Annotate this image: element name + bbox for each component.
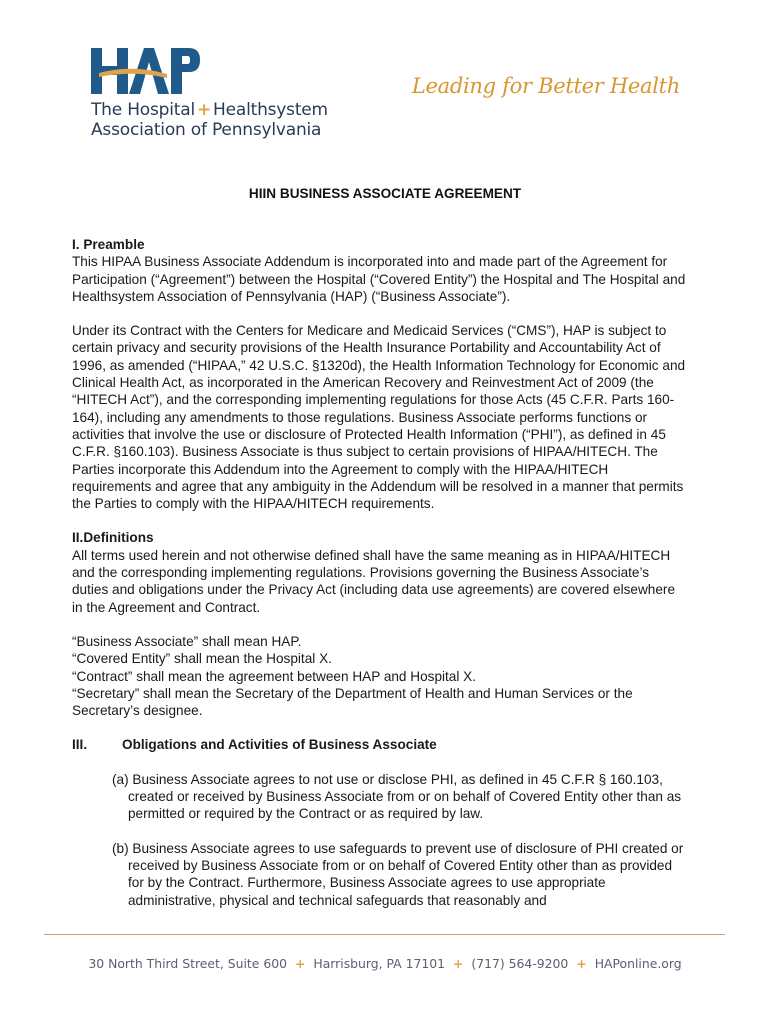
definitions-paragraph: All terms used herein and not otherwise defined shall have the same meaning as in HIPAA/HITECH and the corresponding implementing regulations. Provisions governing the Business Associate’s duties and obligations under the Privacy Act (including data use agreements) are covered elsewhere in the Agreement and Contract. <box>72 547 676 615</box>
hap-logo-mark <box>89 44 201 96</box>
section-title: Obligations and Activities of Business Associate <box>122 737 437 753</box>
obligation-item-b: (b) Business Associate agrees to use safeguards to prevent use of disclosure of PHI created or received by Business Associate from or on behalf of Covered Entity other than as provided for by the Contract. Furthermore, Business Associate agrees to use appropriate administrative, physical and technical safeguards that reasonably and <box>112 840 684 908</box>
footer-separator: + <box>294 956 306 971</box>
document-body <box>72 236 688 909</box>
footer-phone: (717) 564-9200 <box>471 956 569 971</box>
footer-address: 30 North Third Street, Suite 600 <box>88 956 287 971</box>
obligations-heading <box>72 736 688 753</box>
definition-item: “Business Associate” shall mean HAP. <box>72 633 302 649</box>
tagline: Leading for Better Health <box>411 74 680 98</box>
section-number: III. <box>72 737 88 753</box>
obligation-item-a: (a) Business Associate agrees to not use or disclose PHI, as defined in 45 C.F.R § 160.103, created or received by Business Associate from or on behalf of Covered Entity other than as permitted or required by the Contract or as required by law. <box>112 771 682 822</box>
preamble-paragraph-1: This HIPAA Business Associate Addendum is incorporated into and made part of the Agreement for Participation (“Agreement”) between the Hospital (“Covered Entity”) the Hospital and The Hospital and Healthsystem Association of Pennsylvania (HAP) (“Business Associate”). <box>72 254 686 304</box>
hap-logo <box>89 44 328 144</box>
logo-subtitle-line1: The Hospital + Healthsystem <box>91 100 328 120</box>
logo-subtitle-line2: Association of Pennsylvania <box>91 120 322 140</box>
footer-website: HAPonline.org <box>594 956 682 971</box>
preamble-paragraph-2: Under its Contract with the Centers for Medicare and Medicaid Services (“CMS”), HAP is subject to certain privacy and security provisions of the Health Insurance Portability and Accountability Act of 1996, as amended (“HIPAA,” 42 U.S.C. §1320d), the Health Information Technology for Economic and Clinical Health Act, as incorporated in the American Recovery and Reinvestment Act of 2009 (the “HITECH Act”), and the corresponding implementing regulations for those Acts (45 C.F.R. Parts 160-164), including any amendments to those regulations. Business Associate performs functions or activities that involve the use or disclosure of Protected Health Information (“PHI”), as defined in 45 C.F.R. §160.103). Business Associate is thus subject to certain provisions of HIPAA/HITECH. The Parties incorporate this Addendum into the Agreement to comply with the HIPAA/HITECH requirements and agree that any ambiguity in the Addendum will be resolved in a manner that permits the Parties to comply with the HIPAA/HITECH requirements. <box>72 323 686 512</box>
footer-city: Harrisburg, PA 17101 <box>313 956 446 971</box>
definition-item: “Covered Entity” shall mean the Hospital X. <box>72 651 332 667</box>
footer-separator: + <box>576 956 587 971</box>
footer-divider <box>44 934 725 935</box>
footer-separator: + <box>453 956 464 971</box>
document-title: HIIN BUSINESS ASSOCIATE AGREEMENT <box>248 186 522 201</box>
footer <box>0 956 770 971</box>
definitions-list <box>72 633 688 719</box>
preamble-heading: I. Preamble <box>72 237 145 252</box>
definitions-heading: II.Definitions <box>72 530 154 546</box>
definition-item: “Contract” shall mean the agreement between HAP and Hospital X. <box>72 668 477 684</box>
definition-item: “Secretary” shall mean the Secretary of the Department of Health and Human Services or the Secretary’s designee. <box>72 685 633 719</box>
